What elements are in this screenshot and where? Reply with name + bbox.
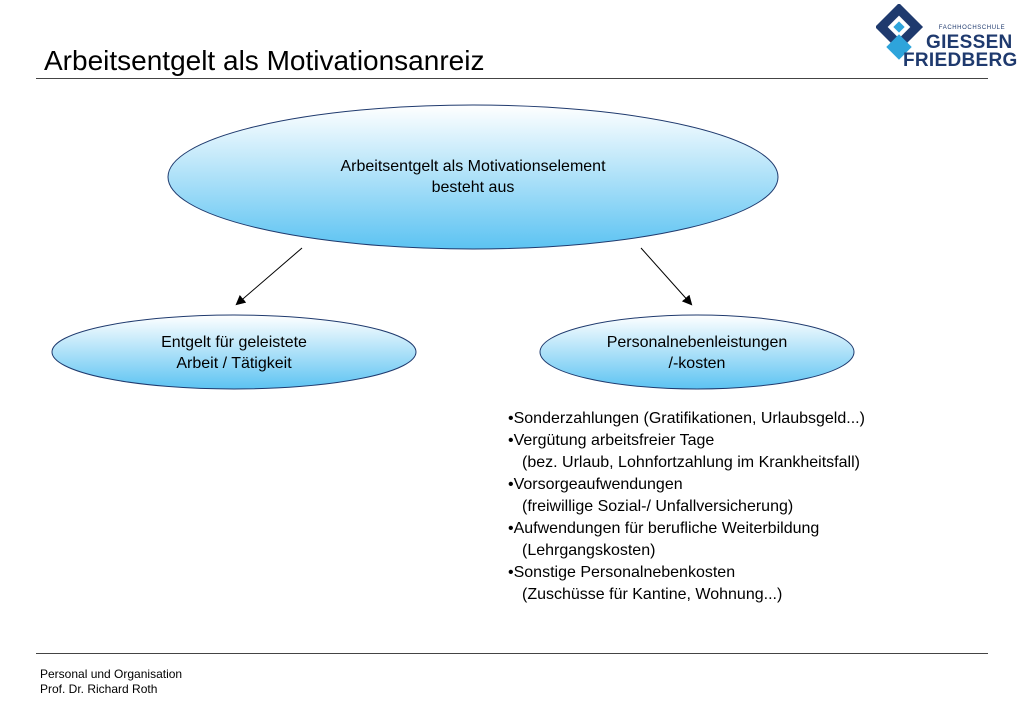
arrow-left bbox=[237, 248, 302, 304]
footer bbox=[40, 667, 182, 697]
top-node-text bbox=[273, 156, 673, 198]
list-item-detail: (freiwillige Sozial-/ Unfallversicherung) bbox=[522, 498, 794, 515]
right-node-line1: Personalnebenleistungen bbox=[606, 334, 788, 351]
list-item: •Sonderzahlungen (Gratifikationen, Urlaubsgeld...) bbox=[508, 410, 865, 427]
benefits-list bbox=[508, 408, 865, 606]
page-title: Arbeitsentgelt als Motivationsanreiz bbox=[44, 45, 485, 76]
footer-author: Prof. Dr. Richard Roth bbox=[40, 682, 158, 696]
footer-divider bbox=[36, 653, 988, 654]
arrow-right bbox=[641, 248, 691, 304]
list-item: •Sonstige Personalnebenkosten bbox=[508, 564, 736, 581]
footer-course: Personal und Organisation bbox=[40, 667, 183, 681]
left-node-line2: Arbeit / Tätigkeit bbox=[176, 355, 292, 372]
list-item-detail: (Zuschüsse für Kantine, Wohnung...) bbox=[522, 586, 783, 603]
top-node-line2: besteht aus bbox=[431, 179, 515, 196]
right-node-line2: /-kosten bbox=[668, 355, 726, 372]
list-item: •Vergütung arbeitsfreier Tage bbox=[508, 432, 715, 449]
left-node-line1: Entgelt für geleistete bbox=[161, 334, 307, 351]
left-node-text bbox=[84, 332, 384, 374]
list-item: •Aufwendungen für berufliche Weiterbildung bbox=[508, 520, 820, 537]
list-item-detail: (Lehrgangskosten) bbox=[522, 542, 656, 559]
list-item: •Vorsorgeaufwendungen bbox=[508, 476, 683, 493]
top-node-line1: Arbeitsentgelt als Motivationselement bbox=[340, 158, 606, 175]
logo-text-friedberg: FRIEDBERG bbox=[903, 50, 1018, 71]
logo-text-giessen: GIESSEN bbox=[926, 32, 1013, 53]
right-node-text bbox=[547, 332, 847, 374]
logo-small-text: FACHHOCHSCHULE bbox=[938, 25, 1006, 31]
list-item-detail: (bez. Urlaub, Lohnfortzahlung im Krankheitsfall) bbox=[522, 454, 860, 471]
